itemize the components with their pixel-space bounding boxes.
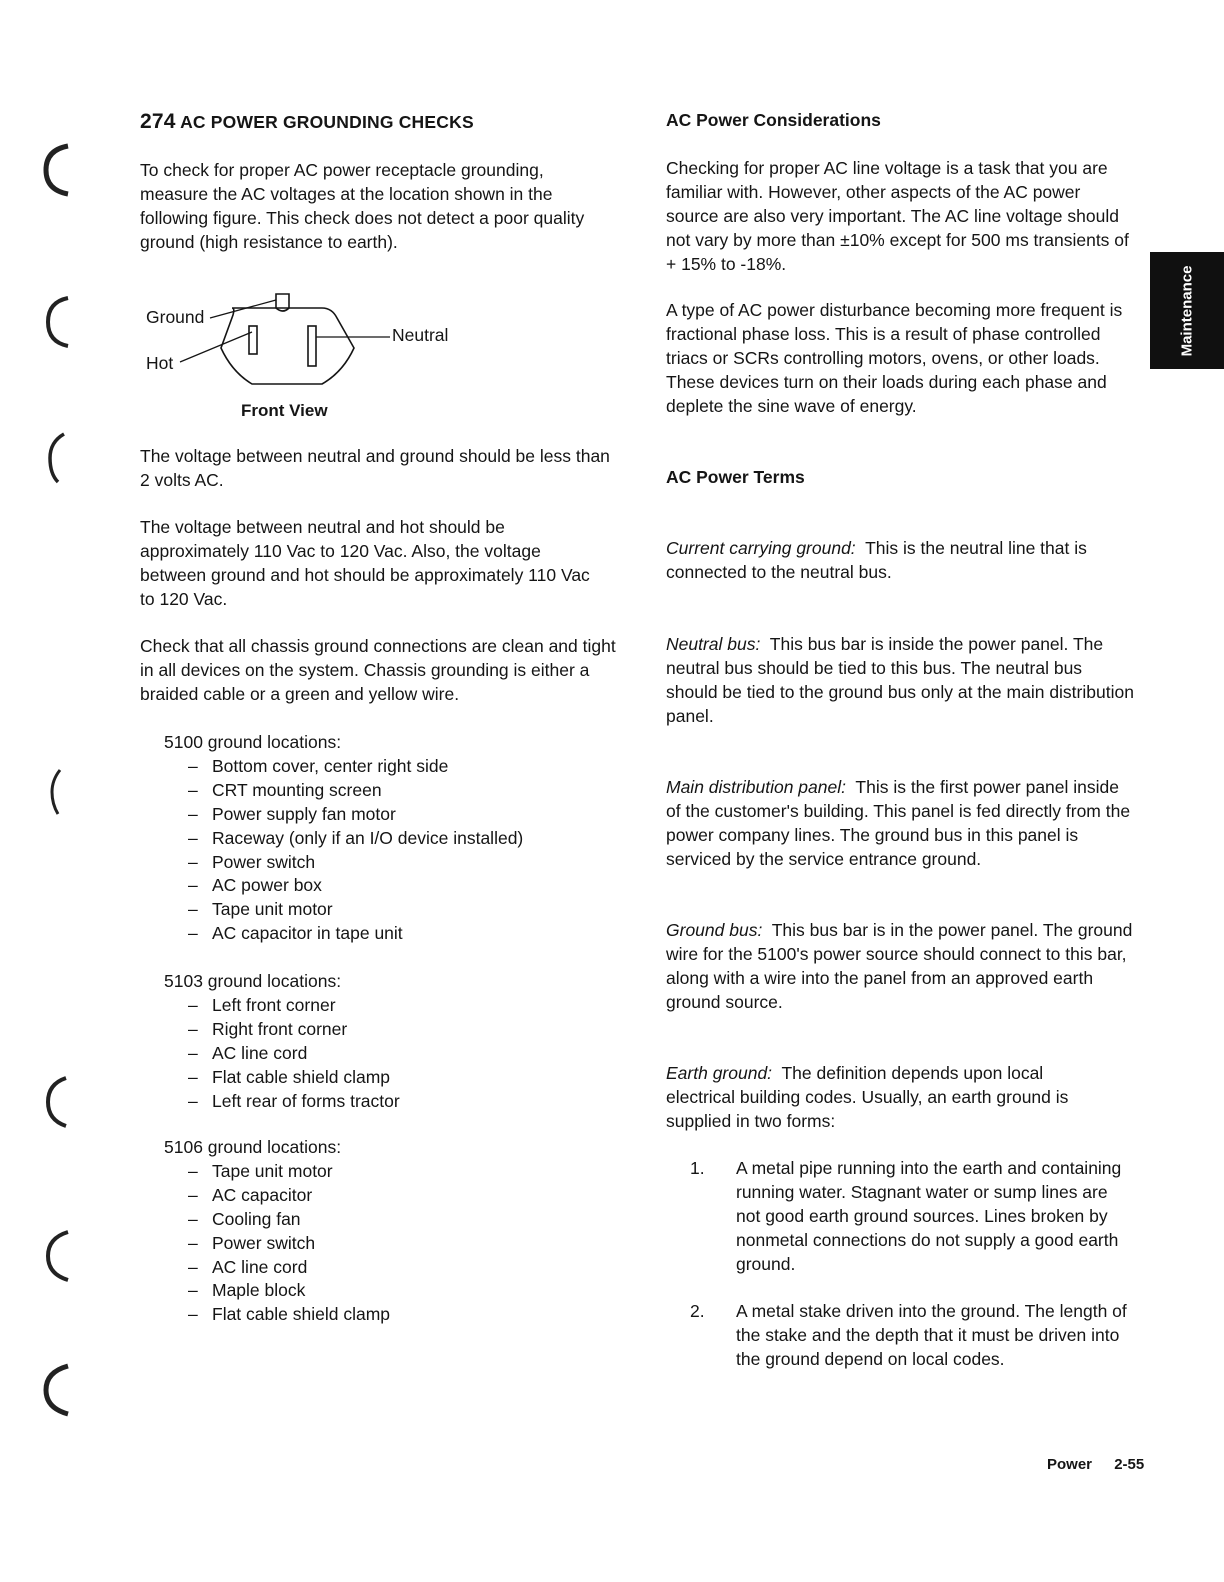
item-number: 1.	[690, 1158, 705, 1178]
page-footer	[1047, 1456, 1144, 1473]
list-heading: 5106 ground locations:	[164, 1137, 342, 1157]
item-text: A metal pipe running into the earth and containing running water. Stagnant water or sump lines are not good earth ground sources. Lines broken by nonmetal connections do not supply a good earth ground.	[736, 1158, 1122, 1274]
list-item: – Bottom cover, center right side	[188, 755, 449, 776]
binder-hole-mark	[38, 428, 78, 488]
list-item: – Flat cable shield clamp	[188, 1304, 390, 1325]
section-title	[140, 110, 474, 134]
binder-hole-mark	[38, 1226, 78, 1286]
list-item: – Tape unit motor	[188, 1160, 333, 1181]
list-item: – AC capacitor in tape unit	[188, 923, 403, 944]
paragraph-neutral-hot: The voltage between neutral and hot should be approximately 110 Vac to 120 Vac. Also, the voltage between ground and hot should be approximately 110 Vac to 120 Vac.	[140, 517, 590, 609]
earth-ground-form-2	[690, 1300, 1160, 1400]
term-definition: This bus bar is in the power panel. The ground wire for the 5100's power source should connect to this bar, along with a wire into the panel from an approved earth ground source.	[666, 920, 1133, 1012]
list-item: – Power switch	[188, 1232, 316, 1253]
figure-label-neutral: Neutral	[392, 325, 449, 345]
binder-hole-mark	[38, 140, 78, 200]
list-item: – Power switch	[188, 851, 316, 872]
list-item: – AC power box	[188, 875, 322, 896]
binder-hole-mark	[38, 1360, 78, 1420]
term-label: Neutral bus:	[666, 634, 761, 654]
term-ground-bus	[666, 919, 1148, 1015]
list-item: – Right front corner	[188, 1018, 348, 1039]
list-item: – Raceway (only if an I/O device installed)	[188, 827, 524, 848]
outlet-outline	[221, 308, 354, 384]
term-label: Main distribution panel:	[666, 777, 846, 797]
tab-label: Maintenance	[1178, 265, 1196, 356]
list-item: – Left front corner	[188, 994, 336, 1015]
list-heading: 5103 ground locations:	[164, 971, 342, 991]
list-item: – Left rear of forms tractor	[188, 1090, 400, 1111]
footer-page: 2-55	[1114, 1456, 1145, 1473]
ground-leader	[210, 300, 276, 318]
item-text: A metal stake driven into the ground. The length of the stake and the depth that it must be driven into the ground depend on local codes.	[736, 1301, 1127, 1369]
term-label: Current carrying ground:	[666, 538, 856, 558]
item-number: 2.	[690, 1301, 705, 1321]
term-main-distribution-panel	[666, 776, 1138, 872]
ground-locations-5100	[164, 731, 604, 946]
ground-locations-5103	[164, 970, 604, 1113]
list-item: – Maple block	[188, 1280, 306, 1301]
considerations-paragraph-2: A type of AC power disturbance becoming more frequent is fractional phase loss. This is a result of phase controlled triacs or SCRs controlling motors, ovens, or other loads. These devices turn on their loads during each phase and deplete the sine wave of energy.	[666, 300, 1123, 416]
hot-leader	[180, 332, 252, 362]
term-label: Ground bus:	[666, 920, 763, 940]
list-heading: 5100 ground locations:	[164, 732, 342, 752]
list-item: – AC capacitor	[188, 1184, 313, 1205]
considerations-paragraph-1: Checking for proper AC line voltage is a task that you are familiar with. However, other aspects of the AC power source are also very important. The AC line voltage should not vary by more than ±10% except for 500 ms transients of + 15% to -18%.	[666, 158, 1129, 274]
considerations-heading: AC Power Considerations	[666, 110, 881, 130]
earth-ground-form-1	[690, 1157, 1160, 1277]
list-item: – Tape unit motor	[188, 899, 333, 920]
binder-hole-mark	[38, 292, 78, 352]
term-definition: This is the neutral line that is connected to the neutral bus.	[666, 538, 1087, 582]
section-title-text: AC POWER GROUNDING CHECKS	[180, 112, 474, 132]
list-item: – AC line cord	[188, 1042, 308, 1063]
maintenance-tab	[1150, 252, 1224, 369]
figure-caption: Front View	[241, 401, 328, 420]
list-item: – Power supply fan motor	[188, 803, 396, 824]
term-current-carrying-ground	[666, 537, 1144, 585]
paragraph-neutral-ground: The voltage between neutral and ground should be less than 2 volts AC.	[140, 446, 610, 490]
section-number: 274	[140, 110, 176, 133]
ground-locations-5106	[164, 1136, 604, 1327]
term-definition: This bus bar is inside the power panel. The neutral bus should be tied to this bus. The neutral bus should be tied to the ground bus only at the main distribution panel.	[666, 634, 1134, 726]
term-label: Earth ground:	[666, 1063, 773, 1083]
term-definition: The definition depends upon local electrical building codes. Usually, an earth ground is supplied in two forms:	[666, 1063, 1069, 1131]
figure-label-hot: Hot	[146, 353, 174, 373]
hot-slot	[249, 326, 257, 354]
binder-hole-mark	[38, 1072, 78, 1132]
term-earth-ground	[666, 1062, 1114, 1134]
footer-chapter: Power	[1047, 1456, 1093, 1473]
figure-label-ground: Ground	[146, 307, 205, 327]
list-item: – Cooling fan	[188, 1208, 301, 1229]
neutral-slot	[308, 326, 316, 366]
binder-hole-mark	[38, 762, 78, 822]
intro-paragraph: To check for proper AC power receptacle grounding, measure the AC voltages at the location shown in the following figure. This check does not detect a poor quality ground (high resistance to earth).	[140, 160, 585, 252]
term-definition: This is the first power panel inside of the customer's building. This panel is fed directly from the power company lines. The ground bus in this panel is serviced by the service entrance ground.	[666, 777, 1131, 869]
list-item: – CRT mounting screen	[188, 779, 382, 800]
receptacle-figure	[140, 282, 470, 422]
paragraph-chassis: Check that all chassis ground connections are clean and tight in all devices on the system. Chassis grounding is either a braided cable or a green and yellow wire.	[140, 636, 616, 704]
terms-heading: AC Power Terms	[666, 467, 805, 487]
term-neutral-bus	[666, 633, 1136, 729]
list-item: – Flat cable shield clamp	[188, 1066, 390, 1087]
list-item: – AC line cord	[188, 1256, 308, 1277]
